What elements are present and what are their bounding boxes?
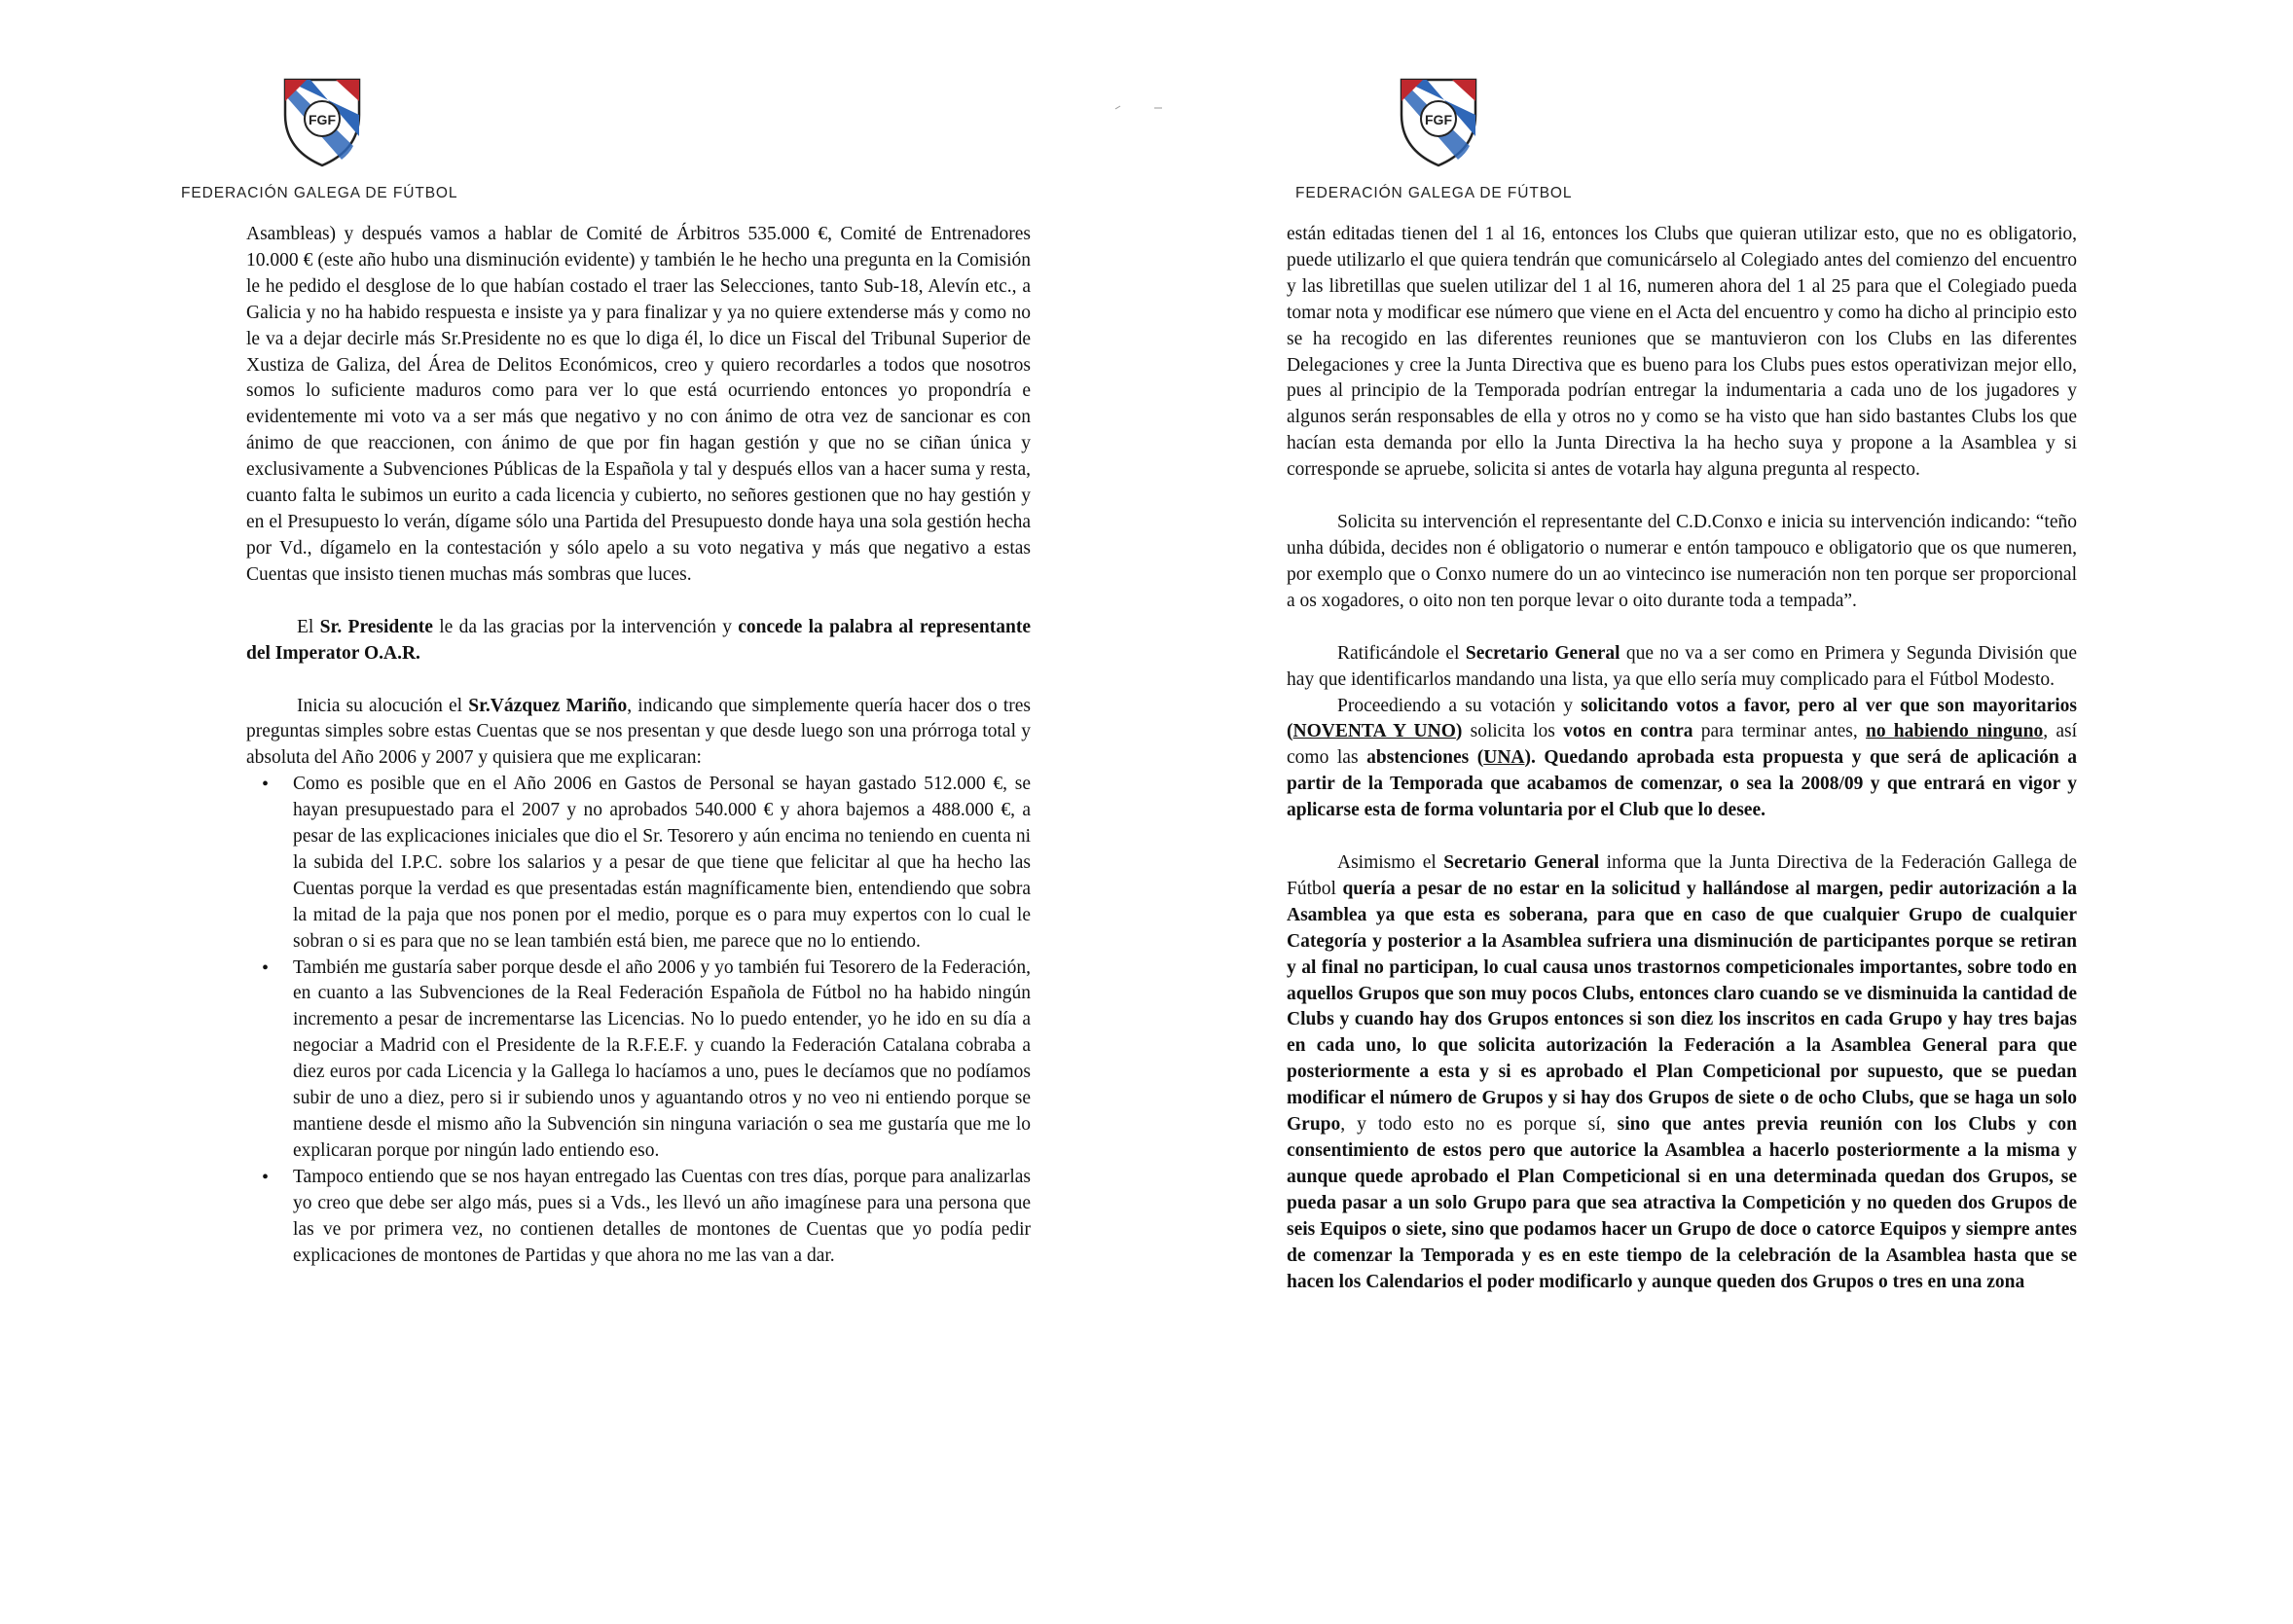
list-item: • Tampoco entiendo que se nos hayan entregado las Cuentas con tres días, porque para analizarlas yo creo que debe ser algo más, pues si a Vds., les llevó un año imagínese para una persona que las ve por primera vez, no contienen detalles de montones de Cuentas que yo podía pedir explicaciones de montones de Partidas y que ahora no me las van a dar. xyxy=(293,1165,1031,1270)
question-list xyxy=(246,772,1031,1269)
svg-text:FGF: FGF xyxy=(1425,112,1452,127)
page-right xyxy=(1146,0,2293,1624)
paragraph: Inicia su alocución el Sr.Vázquez Mariño, indicando que simplemente quería hacer dos o tres preguntas simples sobre estas Cuentas que se nos presentan y que desde luego son una prórroga total y absoluta del Año 2006 y 2007 y quisiera que me explicaran: xyxy=(246,695,1031,769)
organization-name: FEDERACIÓN GALEGA DE FÚTBOL xyxy=(1295,185,1573,201)
paragraph: Proceediendo a su votación y solicitando votos a favor, pero al ver que son mayoritarios (NOVENTA Y UNO) solicita los votos en contra para terminar antes, no habiendo ninguno, así como las abstenciones (UNA). Quedando aprobada esta propuesta y que será de aplicación a partir de la Temporada que acabamos de comenzar, o sea la 2008/09 y que entrará en vigor y aplicarse esta de forma voluntaria por el Club que lo desee. xyxy=(1287,695,2078,821)
list-item: • Como es posible que en el Año 2006 en Gastos de Personal se hayan gastado 512.000 €, se hayan presupuestado para el 2007 y no aprobados 540.000 € y ahora bajemos a 488.000 €, a pesar de las explicaciones iniciales que dio el Sr. Tesorero y aún encima no teniendo en cuenta ni la subida del I.P.C. sobre los salarios y a pesar de que tiene que felicitar al que ha hecho las Cuentas porque la verdad es que presentadas están magníficamente bien, entendiendo que sobra la mitad de la paja que nos ponen por el medio, porque es o para muy expertos con lo cual le sobran o si es para que no se lean también está bien, me parece que no lo entiendo. xyxy=(293,772,1031,955)
paragraph: El Sr. Presidente le da las gracias por la intervención y concede la palabra al representante del Imperator O.A.R. xyxy=(246,616,1031,664)
paragraph: Solicita su intervención el representante del C.D.Conxo e inicia su intervención indicando: “teño unha dúbida, decides non é obligatorio o numerar e entón tampouco e obligatorio que os que numeren, por exemplo que o Conxo numere do un ao vintecinco ise numeración non ten porque ser proporcional a os xogadores, o oito non ten porque levar o oito durante toda a tempada”. xyxy=(1287,512,2077,611)
svg-text:FGF: FGF xyxy=(309,112,336,127)
page-left xyxy=(0,0,1146,1624)
federation-crest-logo xyxy=(281,76,363,169)
paragraph: Asimismo el Secretario General informa que la Junta Directiva de la Federación Gallega de Fútbol quería a pesar de no estar en la solicitud y hallándose al margen, pedir autorización a la Asamblea ya que esta es soberana, para que en caso de que cualquier Grupo de cualquier Categoría y posterior a la Asamblea sufriera una disminución de participantes porque se retiran y al final no participan, lo cual causa unos trastornos competicionales importantes, sobre todo en aquellos Grupos que son muy pocos Clubs, entonces claro cuando se ve disminuida la cantidad de Clubs y cuando hay dos Grupos entonces si son diez los inscritos en cada Grupo y hay tres bajas en cada uno, lo que solicita autorización la Federación a la Asamblea General para que posteriormente a esta y si es aprobado el Plan Competicional por supuesto, que se puedan modificar el número de Grupos y si hay dos Grupos de siete o de ocho Clubs, que se haga un solo Grupo, y todo esto no es porque sí, sino que antes previa reunión con los Clubs y con consentimiento de estos pero que autorice la Asamblea a hacerlo posteriormente a la misma y aunque quede aprobado el Plan Competicional si en una determinada quedan dos Grupos, se pueda pasar a un solo Grupo para que sea atractiva la Competición y no queden dos Grupos de seis Equipos o siete, sino que podamos hacer un Grupo de doce o catorce Equipos y siempre antes de comenzar la Temporada y es en este tiempo de la celebración de la Asamblea hasta que se hacen los Calendarios el poder modificarlo y aunque queden dos Grupos o tres en una zona xyxy=(1287,852,2078,1292)
right-body xyxy=(1287,222,2077,1295)
federation-crest-logo xyxy=(1398,76,1479,169)
list-item: • También me gustaría saber porque desde el año 2006 y yo también fui Tesorero de la Federación, en cuanto a las Subvenciones de la Real Federación Española de Fútbol no ha habido ningún incremento a pesar de incrementarse las Licencias. No lo puedo entender, yo he ido en su día a negociar a Madrid con el Presidente de la R.F.E.F. y cuando la Federación Catalana cobraba a diez euros por cada Licencia y la Gallega lo hacíamos a uno, pues le decíamos que no podíamos subir de uno a diez, pero si ir subiendo unos y aguantando otros y no veo ni entiendo porque se mantiene desde el mismo año la Subvención sin ninguna variación o sea me gustaría que me lo explicaran porque por ningún lado entiendo eso. xyxy=(293,956,1031,1165)
paragraph: están editadas tienen del 1 al 16, entonces los Clubs que quieran utilizar esto, que no es obligatorio, puede utilizarlo el que quiera tendrán que comunicárselo al Colegiado antes del comienzo del encuentro y las libretillas que suelen utilizar del 1 al 16, numeren ahora del 1 al 25 para que el Colegiado pueda tomar nota y modificar ese número que viene en el Acta del encuentro y como ha dicho al principio esto se ha recogido en las diferentes reuniones que se mantuvieron con los Clubs en las diferentes Delegaciones y cree la Junta Directiva que es bueno para los Clubs pues estos operativizan mejor ello, pues al principio de la Temporada podrían entregar la indumentaria a cada uno de los jugadores y algunos serán responsables de ella y otros no y como se ha visto que han sido bastantes Clubs los que hacían esta demanda por ello la Junta Directiva la ha hecho suya y propone a la Asamblea y si corresponde se apruebe, solicita si antes de votarla hay alguna pregunta al respecto. xyxy=(1287,224,2077,481)
paragraph: Asambleas) y después vamos a hablar de Comité de Árbitros 535.000 €, Comité de Entrenadores 10.000 € (este año hubo una disminución evidente) y también le he hecho una pregunta en la Comisión le he pedido el desglose de lo que habían costado el traer las Selecciones, tanto Sub-18, Alevín etc., a Galicia y no ha habido respuesta e insiste ya y para finalizar y ya no quiere extenderse más y como no le va a dejar decirle más Sr.Presidente no es que lo diga él, lo dice un Fiscal del Tribunal Superior de Xustiza de Galiza, del Área de Delitos Económicos, creo y quiero recordarles a todos que nosotros somos lo suficiente maduros como para ver lo que está ocurriendo entonces yo propondría e evidentemente mi voto va a ser más que negativo y no con ánimo de otra vez de sancionar es con ánimo de que reaccionen, con ánimo de que por fin hagan gestión y que no se ciñan única y exclusivamente a Subvenciones Públicas de la Española y tal y después ellos van a hacer suma y resta, cuanto falta le subimos un eurito a cada licencia y cubierto, no señores gestionen que no hay gestión y en el Presupuesto lo verán, dígame sólo una Partida del Presupuesto donde haya una sola gestión hecha por Vd., dígamelo en la contestación y sólo apelo a su voto negativa y más que negativo a estas Cuentas que insisto tienen muchas más sombras que luces. xyxy=(246,224,1031,585)
organization-name: FEDERACIÓN GALEGA DE FÚTBOL xyxy=(181,185,458,201)
paragraph: Ratificándole el Secretario General que no va a ser como en Primera y Segunda División que hay que identificarlos mandando una lista, ya que ello sería muy complicado para el Fútbol Modesto. xyxy=(1287,642,2077,690)
left-body xyxy=(246,222,1031,1269)
